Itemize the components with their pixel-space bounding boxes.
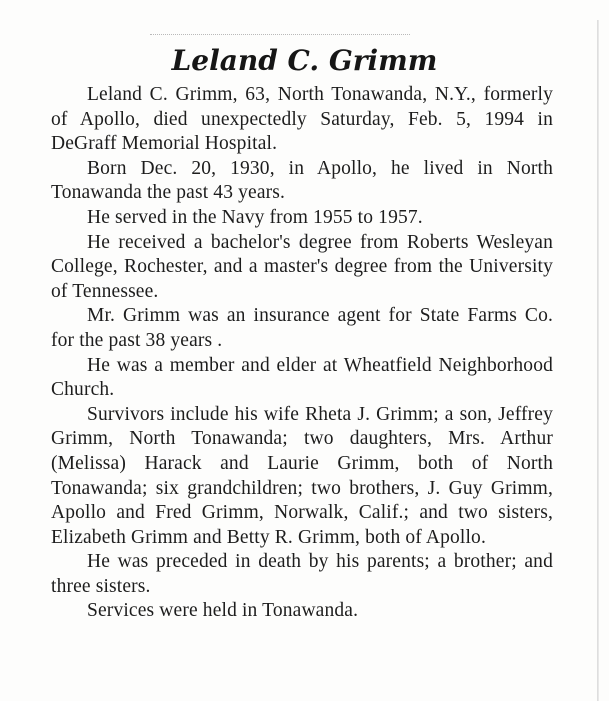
- paragraph-navy: He served in the Navy from 1955 to 1957.: [87, 206, 423, 228]
- paragraph-education: He received a bachelor's degree from Roberts Wesleyan College, Rochester, and a master's degree from the University of Tennessee.: [51, 231, 553, 302]
- obituary-body: [51, 83, 553, 624]
- paragraph-church: He was a member and elder at Wheatfield Neighborhood Church.: [51, 354, 553, 401]
- paragraph-survivors: Survivors include his wife Rheta J. Grimm; a son, Jeffrey Grimm, North Tonawanda; two daughters, Mrs. Arthur (Melissa) Harack and Laurie Grimm, both of North Tonawanda; six grandchildren; two brothers, J. Guy Grimm, Apollo and Fred Grimm, Norwalk, Calif.; and two sisters, Elizabeth Grimm and Betty R. Grimm, both of Apollo.: [51, 403, 553, 548]
- paragraph-services: Services were held in Tonawanda.: [87, 600, 359, 622]
- clipping-edge: [597, 20, 599, 701]
- paragraph-death-notice: Leland C. Grimm, 63, North Tonawanda, N.Y., formerly of Apollo, died unexpectedly Saturday, Feb. 5, 1994 in DeGraff Memorial Hospital.: [51, 84, 553, 155]
- obituary-title: Leland C. Grimm: [171, 44, 438, 77]
- paragraph-preceded: He was preceded in death by his parents; a brother; and three sisters.: [51, 551, 553, 597]
- top-dotted-rule: [150, 34, 410, 35]
- paragraph-birth: Born Dec. 20, 1930, in Apollo, he lived in North Tonawanda the past 43 years.: [51, 157, 553, 204]
- paragraph-career: Mr. Grimm was an insurance agent for State Farms Co. for the past 38 years .: [51, 305, 553, 351]
